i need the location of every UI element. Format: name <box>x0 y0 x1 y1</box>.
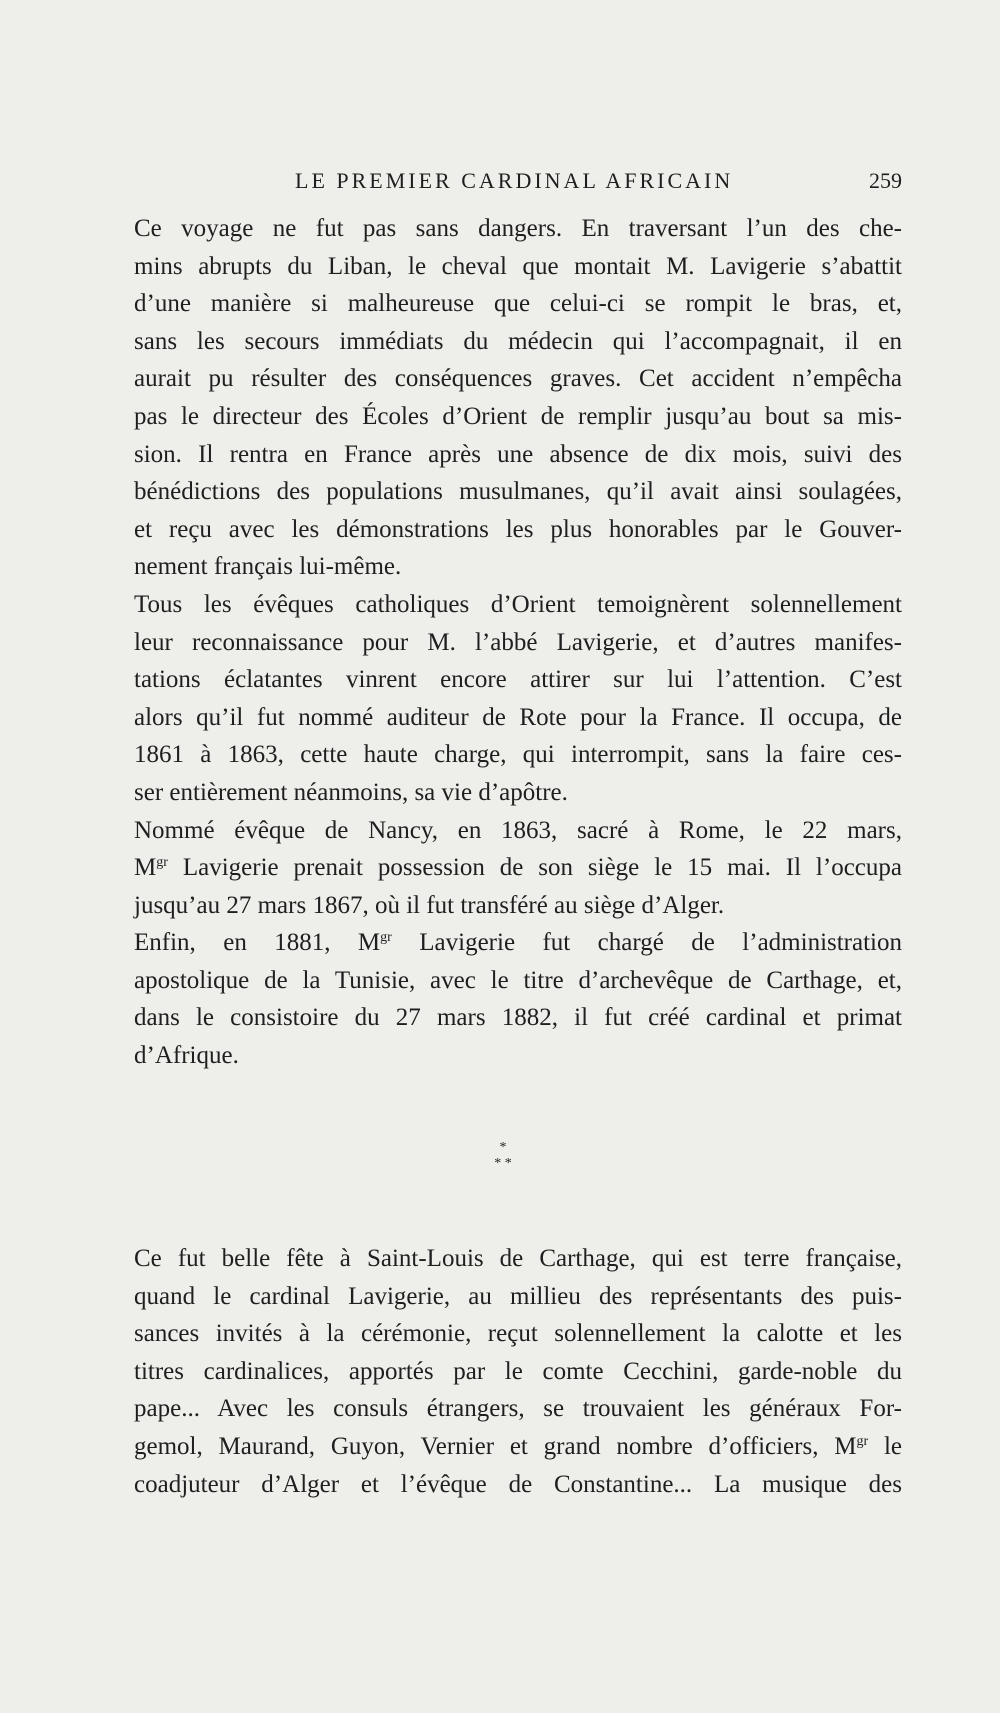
line-text: jusqu’au 27 mars 1867, où il fut transféré au siège d’Alger. <box>134 891 725 919</box>
superscript: gr <box>156 855 168 871</box>
text-line: sans les secours immédiats du médecin qui l’accompagnait, il en <box>134 327 902 355</box>
text-line <box>112 1466 902 1504</box>
text-line: bénédictions des populations musulmanes, qu’il avait ainsi soulagées, <box>134 478 902 506</box>
text-line: pas le directeur des Écoles d’Orient de remplir jusqu’au bout sa mis- <box>134 402 902 430</box>
text-line <box>112 1428 902 1466</box>
text-line <box>112 849 902 887</box>
paragraph-2 <box>112 586 902 812</box>
text-line: mins abrupts du Liban, le cheval que montait M. Lavigerie s’abattit <box>134 252 902 280</box>
text-line: et reçu avec les démonstrations les plus honorables par le Gouver- <box>134 515 902 543</box>
text-line: d’une manière si malheureuse que celui-ci se rompit le bras, et, <box>134 290 902 318</box>
line-text: dans le consistoire du 27 mars 1882, il fut créé cardinal et primat <box>134 1004 902 1032</box>
line-text: Lavigerie fut chargé de l’administration <box>391 929 902 957</box>
line-text: gemol, Maurand, Guyon, Vernier et grand nombre d’officiers, M <box>134 1432 857 1460</box>
header-title: LE PREMIER CARDINAL AFRICAIN <box>295 168 734 193</box>
section-separator <box>488 1140 518 1180</box>
line-text: Lavigerie prenait possession de son siège le 15 mai. Il l’occupa <box>167 854 902 882</box>
text-line <box>112 962 902 1000</box>
separator-star-top: * <box>499 1140 507 1155</box>
line-text: titres cardinalices, apportés par le comte Cecchini, garde-noble du <box>134 1357 902 1385</box>
line-text: Nommé évêque de Nancy, en 1863, sacré à Rome, le 22 mars, <box>134 816 902 844</box>
text-line <box>112 1037 902 1075</box>
line-text: coadjuteur d’Alger et l’évêque de Constantine... La musique des <box>134 1470 902 1498</box>
text-line <box>112 1278 902 1316</box>
page-body <box>112 160 902 1075</box>
superscript: gr <box>380 930 392 946</box>
text-line: 1861 à 1863, cette haute charge, qui interrompit, sans la faire ces- <box>134 741 902 769</box>
text-line: Tous les évêques catholiques d’Orient temoignèrent solennellement <box>134 590 902 618</box>
page-number: 259 <box>869 168 902 193</box>
text-line: aurait pu résulter des conséquences graves. Cet accident n’empêcha <box>134 365 902 393</box>
running-head <box>112 160 902 210</box>
section-two <box>112 1240 902 1503</box>
paragraph-5 <box>112 1240 902 1503</box>
text-line <box>112 1353 902 1391</box>
text-line <box>112 1240 902 1278</box>
line-text: pape... Avec les consuls étrangers, se trouvaient les généraux For- <box>134 1395 902 1423</box>
line-text: apostolique de la Tunisie, avec le titre d’archevêque de Carthage, et, <box>134 966 902 994</box>
text-line: Ce voyage ne fut pas sans dangers. En traversant l’un des che- <box>134 215 902 242</box>
text-line <box>112 1315 902 1353</box>
line-text: quand le cardinal Lavigerie, au millieu des représentants des puis- <box>134 1282 902 1310</box>
line-text: Ce fut belle fête à Saint-Louis de Carthage, qui est terre française, <box>134 1245 902 1272</box>
text-line: ser entièrement néanmoins, sa vie d’apôtre. <box>134 778 568 806</box>
text-line <box>112 1390 902 1428</box>
paragraph-3 <box>112 812 902 925</box>
text-line: leur reconnaissance pour M. l’abbé Lavigerie, et d’autres manifes- <box>134 628 902 656</box>
paragraph-1 <box>112 210 902 586</box>
paragraph-4 <box>112 924 902 1074</box>
text-line: tations éclatantes vinrent encore attirer sur lui l’attention. C’est <box>134 666 902 694</box>
line-text: Enfin, en 1881, M <box>134 929 381 957</box>
superscript: gr <box>856 1433 869 1449</box>
text-line <box>112 924 902 962</box>
line-text: sances invités à la cérémonie, reçut solennellement la calotte et les <box>134 1320 902 1348</box>
text-line <box>112 887 902 925</box>
separator-star-bottom: * * <box>494 1156 512 1171</box>
text-line: alors qu’il fut nommé auditeur de Rote pour la France. Il occupa, de <box>134 703 902 731</box>
line-text: M <box>134 854 157 882</box>
text-line <box>112 999 902 1037</box>
line-text: d’Afrique. <box>134 1042 239 1070</box>
text-line: nement français lui-même. <box>134 553 402 581</box>
line-text: le <box>868 1432 902 1460</box>
text-line: sion. Il rentra en France après une absence de dix mois, suivi des <box>134 440 902 468</box>
text-line <box>112 812 902 850</box>
